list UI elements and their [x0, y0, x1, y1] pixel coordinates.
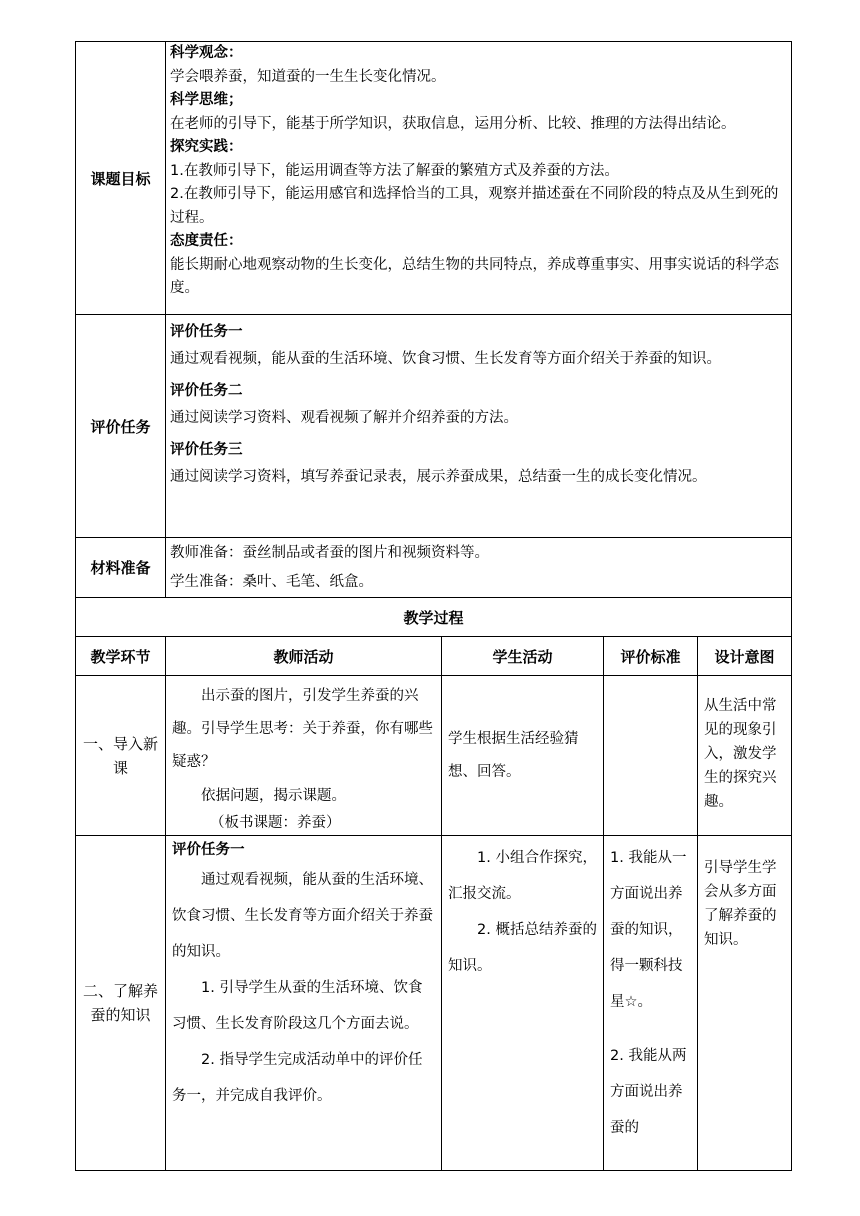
objectives-row [76, 42, 792, 315]
materials-teacher: 教师准备：蚕丝制品或者蚕的图片和视频资料等。 [170, 545, 489, 561]
student-intro-text: 学生根据生活经验猜想、回答。 [448, 730, 579, 780]
student-activity-intro [442, 676, 604, 836]
objectives-text: 2.在教师引导下，能运用感官和选择恰当的工具，观察并描述蚕在不同阶段的特点及从生到死的过程。 [170, 186, 779, 226]
teacher-knowledge-title: 评价任务一 [172, 842, 245, 858]
teacher-knowledge-p1: 通过观看视频，能从蚕的生活环境、饮食习惯、生长发育等方面介绍关于养蚕的知识。 [172, 872, 433, 960]
student-knowledge-p1: 1. 小组合作探究，汇报交流。 [448, 850, 597, 902]
stage-intro: 一、导入新课 [76, 676, 166, 836]
objectives-label: 课题目标 [76, 42, 166, 315]
assessment-task-2-text: 通过阅读学习资料、观看视频了解并介绍养蚕的方法。 [170, 410, 518, 426]
criteria-intro [604, 676, 698, 836]
student-knowledge-p2: 2. 概括总结养蚕的知识。 [448, 922, 597, 974]
criteria-knowledge [604, 836, 698, 1171]
criteria-knowledge-p2: 2. 我能从两方面说出养蚕的 [610, 1048, 687, 1136]
objectives-text: 1.在教师引导下，能运用调查等方法了解蚕的繁殖方式及养蚕的方法。 [170, 162, 619, 179]
materials-row [76, 538, 792, 598]
assessment-task-2-title: 评价任务二 [170, 383, 243, 399]
process-header-row [76, 637, 792, 676]
teacher-knowledge-p3: 2. 指导学生完成活动单中的评价任务一，并完成自我评价。 [172, 1052, 423, 1104]
objectives-text: 在老师的引导下，能基于所学知识，获取信息，运用分析、比较、推理的方法得出结论。 [170, 115, 736, 132]
intent-knowledge [698, 836, 792, 1171]
teacher-activity-intro [166, 676, 442, 836]
assessment-label: 评价任务 [76, 315, 166, 538]
materials-label: 材料准备 [76, 538, 166, 598]
objectives-text: 能长期耐心地观察动物的生长变化，总结生物的共同特点，养成尊重事实、用事实说话的科学态度。 [170, 256, 779, 296]
assessment-task-3-title: 评价任务三 [170, 442, 243, 458]
teacher-intro-p2: 依据问题，揭示课题。 [201, 788, 346, 804]
assessment-task-1-title: 评价任务一 [170, 324, 243, 340]
process-row-knowledge [76, 836, 792, 1171]
assessment-content [166, 315, 792, 538]
intent-intro-text: 从生活中常见的现象引入，激发学生的探究兴趣。 [704, 698, 777, 810]
student-activity-knowledge [442, 836, 604, 1171]
header-criteria: 评价标准 [604, 637, 698, 676]
process-title-row [76, 598, 792, 637]
criteria-knowledge-p1: 1. 我能从一方面说出养蚕的知识，得一颗科技星☆。 [610, 850, 687, 1010]
intent-intro [698, 676, 792, 836]
objectives-heading: 态度责任： [170, 233, 243, 249]
teacher-activity-knowledge [166, 836, 442, 1171]
teacher-knowledge-p2: 1. 引导学生从蚕的生活环境、饮食习惯、生长发育阶段这几个方面去说。 [172, 980, 423, 1032]
assessment-row [76, 315, 792, 538]
teacher-intro-p1: 出示蚕的图片，引发学生养蚕的兴趣。引导学生思考：关于养蚕，你有哪些疑惑？ [172, 688, 433, 770]
assessment-task-3-text: 通过阅读学习资料，填写养蚕记录表，展示养蚕成果，总结蚕一生的成长变化情况。 [170, 469, 707, 485]
materials-student: 学生准备：桑叶、毛笔、纸盒。 [170, 574, 373, 590]
header-teacher-activity: 教师活动 [166, 637, 442, 676]
objectives-content [166, 42, 792, 315]
lesson-plan-table [75, 41, 792, 1171]
header-design-intent: 设计意图 [698, 637, 792, 676]
stage-knowledge: 二、了解养蚕的知识 [76, 836, 166, 1171]
header-student-activity: 学生活动 [442, 637, 604, 676]
process-title: 教学过程 [76, 598, 792, 637]
objectives-text: 学会喂养蚕，知道蚕的一生生长变化情况。 [170, 68, 446, 85]
objectives-heading: 探究实践： [170, 139, 243, 155]
lesson-plan-page [75, 41, 791, 1171]
teacher-intro-p3: （板书课题：养蚕） [210, 815, 341, 831]
intent-knowledge-text: 引导学生学会从多方面了解养蚕的知识。 [704, 860, 777, 948]
objectives-heading: 科学观念： [170, 45, 243, 61]
process-row-intro [76, 676, 792, 836]
materials-content [166, 538, 792, 598]
assessment-task-1-text: 通过观看视频，能从蚕的生活环境、饮食习惯、生长发育等方面介绍关于养蚕的知识。 [170, 351, 721, 367]
objectives-heading: 科学思维； [170, 92, 243, 108]
header-stage: 教学环节 [76, 637, 166, 676]
